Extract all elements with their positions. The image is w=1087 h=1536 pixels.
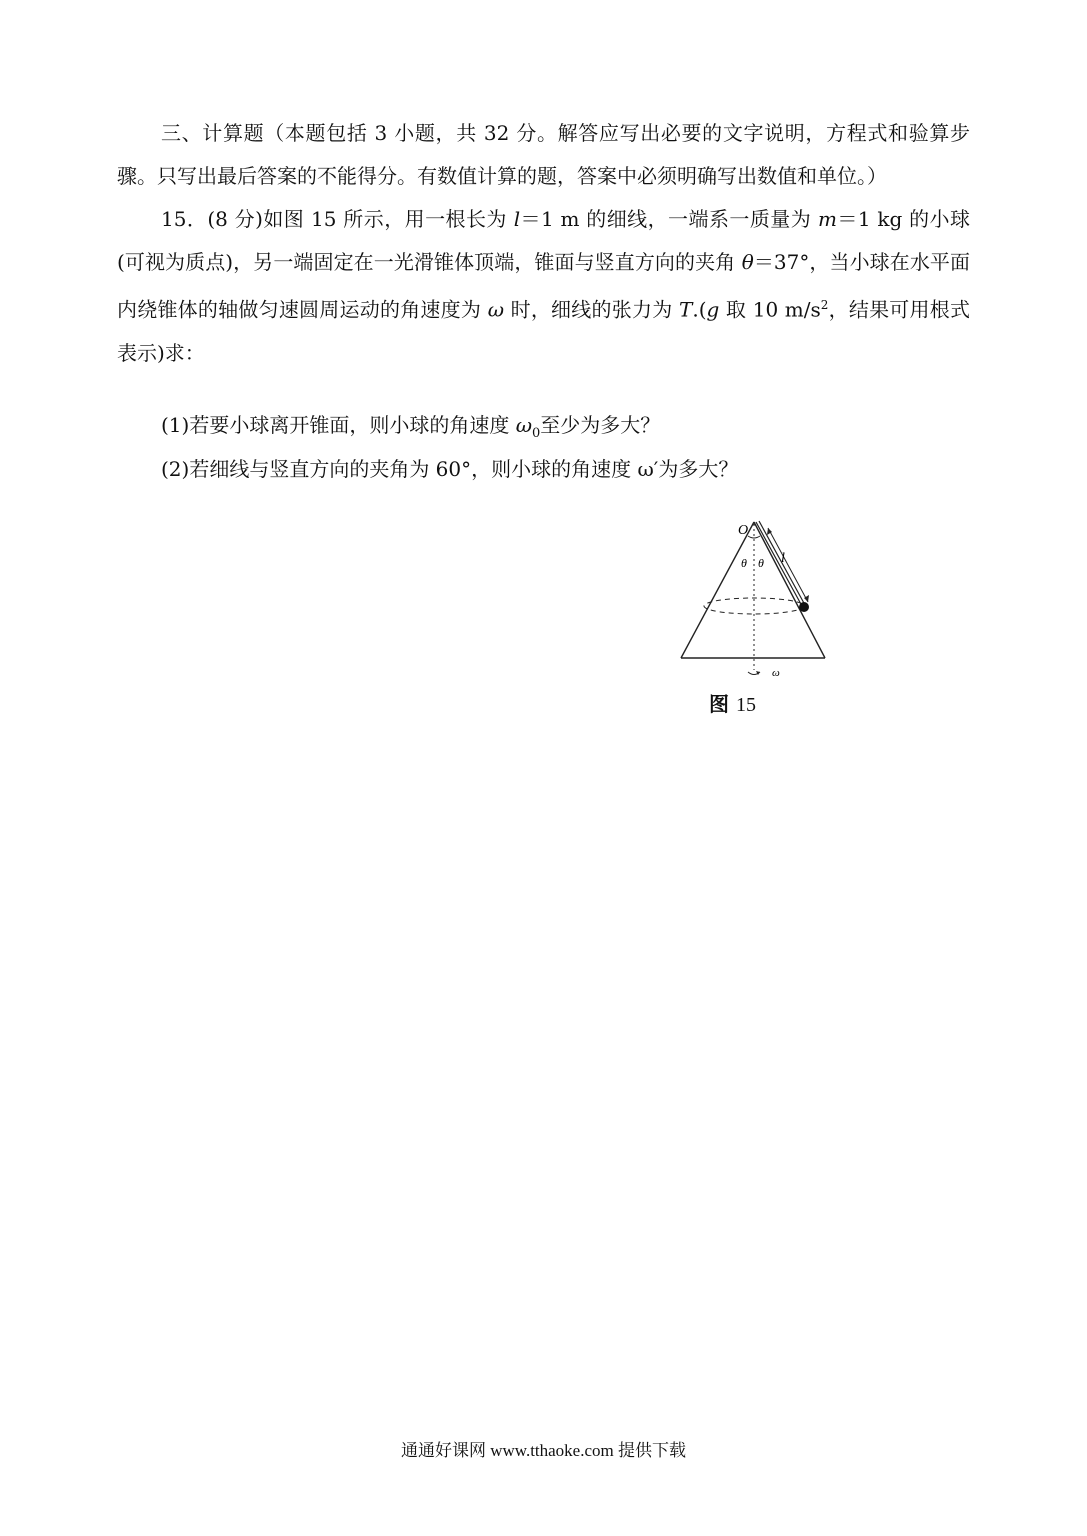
- cone-left-edge: [681, 522, 754, 658]
- problem-text: .(: [692, 297, 707, 322]
- var-omega: ω: [487, 297, 505, 322]
- footer-credit: [0, 1436, 1087, 1461]
- theta-arc: [748, 536, 760, 538]
- question-2: [161, 448, 738, 491]
- question-text: (2)若细线与竖直方向的夹角为 60°，则小球的角速度 ω′为多大？: [161, 457, 739, 481]
- problem-text: ＝37°，当小球在水平面内绕锥体的轴做匀速圆周运动的角速度为: [117, 250, 971, 322]
- var-omega-0: ω: [515, 413, 532, 437]
- superscript-2: 2: [820, 298, 829, 312]
- problem-15-statement: [117, 198, 970, 375]
- var-theta: θ: [741, 250, 754, 274]
- var-m: m: [817, 207, 837, 231]
- caption-number: 15: [735, 694, 756, 716]
- subscript-0: 0: [532, 426, 541, 441]
- problem-text: ＝1 m 的细线，一端系一质量为: [520, 207, 818, 231]
- question-text: (1)若要小球离开锥面，则小球的角速度: [161, 413, 516, 437]
- label-theta-right: θ: [758, 556, 764, 570]
- length-arrow: [768, 528, 808, 602]
- var-g: g: [706, 297, 720, 322]
- var-l: l: [513, 207, 521, 231]
- label-omega: ω: [772, 667, 780, 679]
- label-l: l: [781, 551, 785, 566]
- section-heading: [117, 112, 970, 198]
- problem-text: ，结果可用根式表示)求：: [117, 297, 970, 365]
- figure-caption: [709, 688, 756, 717]
- cone-right-edge: [754, 522, 825, 658]
- problem-text: ＝1 kg 的小球(可视为质点)，另一端固定在一光滑锥体顶端，锥面与竖直方向的夹角: [117, 207, 970, 274]
- problem-text: 15．(8 分)如图 15 所示，用一根长为: [161, 207, 514, 231]
- section-instructions: 三、计算题（本题包括 3 小题，共 32 分。解答应写出必要的文字说明，方程式和验算步骤。只写出最后答案的不能得分。有数值计算的题，答案中必须明确写出数值和单位。）: [117, 121, 970, 188]
- problem-text: 时，细线的张力为: [504, 297, 680, 322]
- footer-text: 通通好课网 www.tthaoke.com 提供下载: [400, 1441, 687, 1460]
- ball: [799, 602, 809, 612]
- caption-prefix: 图: [709, 692, 729, 716]
- label-theta-left: θ: [741, 556, 747, 570]
- cone-diagram: [668, 514, 838, 684]
- var-T: T: [679, 297, 693, 322]
- problem-text: 取 10 m/s: [719, 297, 821, 322]
- label-O: O: [738, 523, 749, 538]
- question-text: 至少为多大？: [540, 413, 661, 437]
